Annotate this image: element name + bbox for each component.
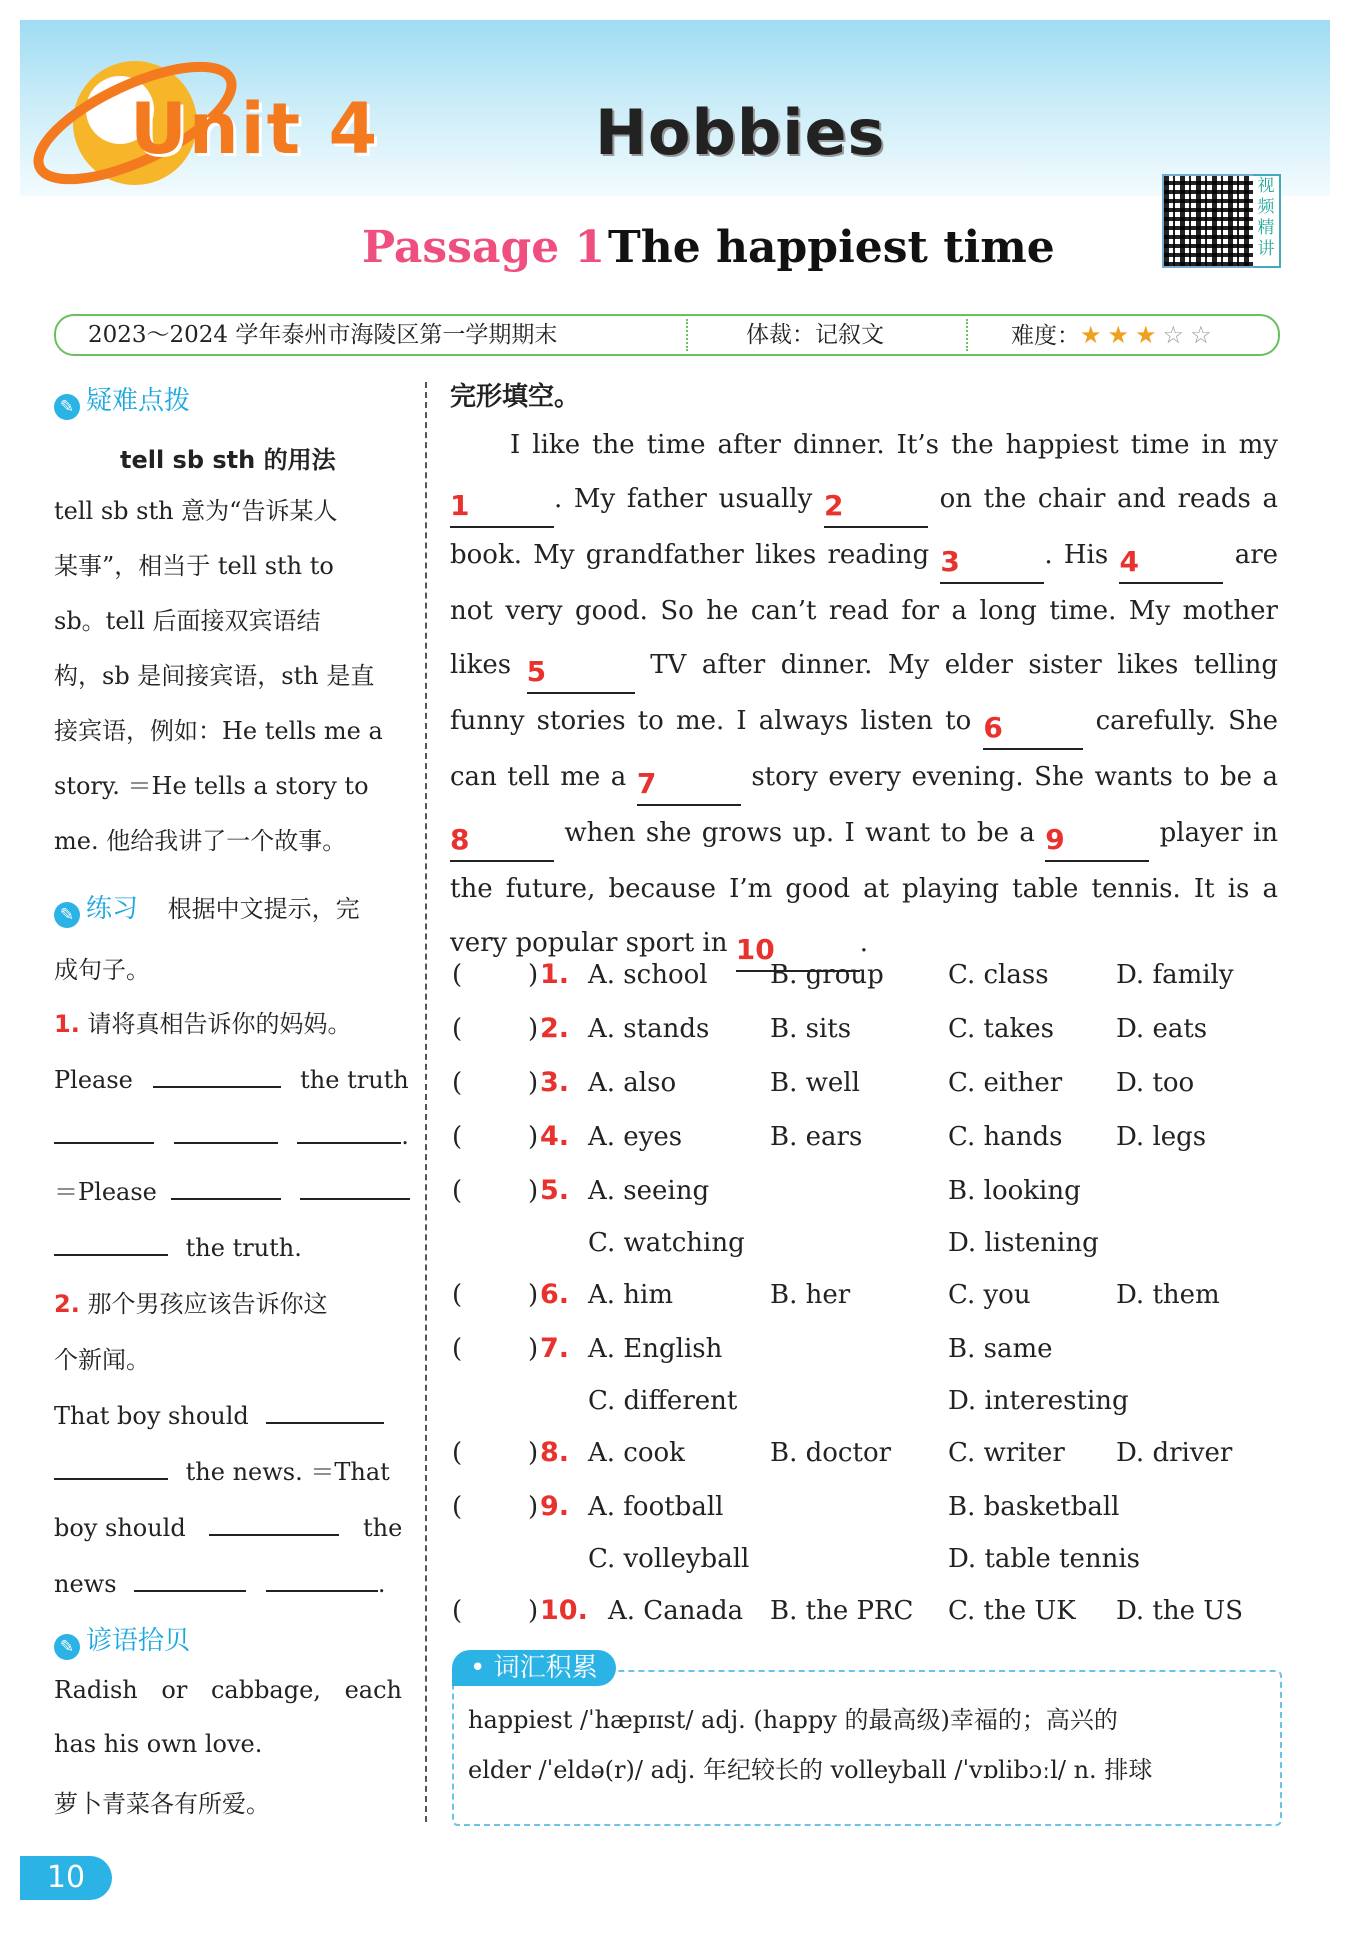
option-d[interactable]: D. eats [1116, 1014, 1208, 1044]
passage-label: Passage 1 [362, 222, 606, 273]
answer-bracket[interactable]: ( [452, 1438, 463, 1468]
cloze-blank-9[interactable]: 9 [1045, 824, 1149, 862]
q2-text: That boy should [54, 1402, 249, 1430]
q2-text: the [363, 1514, 403, 1542]
column-divider [425, 382, 427, 1822]
option-a[interactable]: A. eyes [588, 1122, 683, 1152]
practice-q2-line3 [54, 1508, 402, 1542]
q1-blank[interactable] [297, 1116, 401, 1144]
q2-text: news [54, 1570, 117, 1598]
q1-text: Please [54, 1066, 133, 1094]
tips-line: 接宾语，例如：He tells me a [54, 717, 383, 745]
option-b[interactable]: B. sits [770, 1014, 852, 1044]
cloze-blank-2[interactable]: 2 [824, 490, 928, 528]
practice-q1-line3 [54, 1172, 410, 1207]
option-a[interactable]: A. football [588, 1492, 724, 1522]
option-a[interactable]: A. him [588, 1280, 674, 1310]
q1-blank[interactable] [300, 1172, 410, 1200]
option-b[interactable]: B. the PRC [770, 1596, 914, 1626]
answer-bracket[interactable]: ( [452, 1068, 463, 1098]
unit-topic-title: Hobbies [595, 96, 886, 169]
info-divider [966, 319, 968, 351]
answer-bracket: ) [528, 1122, 539, 1152]
vocab-entry: elder /ˈeldə(r)/ adj. 年纪较长的 volleyball /ˈvɒlibɔːl/ n. 排球 [468, 1756, 1153, 1784]
question-row [452, 1112, 1272, 1162]
option-c[interactable]: C. watching [588, 1228, 745, 1258]
q2-blank[interactable] [266, 1396, 384, 1424]
question-number: 3. [540, 1067, 570, 1098]
tips-line: sb。tell 后面接双宾语结 [54, 607, 321, 635]
option-a[interactable]: A. Canada [608, 1596, 744, 1626]
answer-bracket[interactable]: ( [452, 1176, 463, 1206]
option-a[interactable]: A. stands [588, 1014, 710, 1044]
q2-blank[interactable] [134, 1564, 246, 1592]
difficulty-stars [1080, 323, 1218, 349]
cloze-heading: 完形填空。 [450, 382, 581, 412]
question-row [452, 1324, 1272, 1416]
tips-line: tell sb sth 意为“告诉某人 [54, 497, 338, 525]
passage-line: 8 when she grows up. I want to be a 9 player in [450, 806, 1278, 862]
question-number: 6. [540, 1279, 570, 1310]
option-d[interactable]: D. them [1116, 1280, 1220, 1310]
passage-line: the future, because I’m good at playing table tennis. It is a [450, 874, 1278, 904]
practice-heading [54, 888, 404, 928]
practice-q2-cn [54, 1284, 327, 1319]
practice-q1-line1 [54, 1060, 409, 1094]
option-d[interactable]: D. the US [1116, 1596, 1244, 1626]
tips-title: tell sb sth 的用法 [120, 446, 336, 474]
question-row [452, 1428, 1272, 1478]
filled-star-icon: ★ [1107, 321, 1130, 349]
answer-bracket: ) [528, 1068, 539, 1098]
option-a[interactable]: A. cook [588, 1438, 685, 1468]
answer-bracket[interactable]: ( [452, 1122, 463, 1152]
q1-text: the truth [300, 1066, 409, 1094]
pen-icon: ✎ [54, 902, 80, 928]
q1-text: the truth. [185, 1234, 302, 1262]
option-c[interactable]: C. you [948, 1280, 1031, 1310]
passage-line: likes 5 TV after dinner. My elder sister likes telling [450, 638, 1278, 694]
cloze-blank-7[interactable]: 7 [637, 768, 741, 806]
practice-q1-line2: . [54, 1116, 409, 1150]
option-c[interactable]: C. volleyball [588, 1544, 750, 1574]
practice-q1-line4 [54, 1228, 302, 1262]
question-number: 2. [540, 1013, 570, 1044]
passage-line: not very good. So he can’t read for a long time. My mother [450, 596, 1278, 626]
answer-bracket[interactable]: ( [452, 960, 463, 990]
passage-title: The happiest time [608, 222, 1055, 273]
option-c[interactable]: C. the UK [948, 1596, 1076, 1626]
q1-blank[interactable] [171, 1172, 281, 1200]
question-row [452, 1166, 1272, 1258]
practice-q2-line1 [54, 1396, 384, 1430]
answer-bracket: ) [528, 1280, 539, 1310]
tips-line: 某事”，相当于 tell sth to [54, 552, 334, 580]
passage-line: 1 . My father usually 2 on the chair and reads a [450, 472, 1278, 528]
cloze-blank-8[interactable]: 8 [450, 824, 554, 862]
cloze-blank-3[interactable]: 3 [940, 546, 1044, 584]
question-number: 10. [540, 1595, 588, 1626]
answer-bracket: ) [528, 1438, 539, 1468]
q1-number: 1. [54, 1010, 80, 1038]
difficulty-label: 难度： [1011, 323, 1080, 349]
passage-body [450, 418, 1278, 972]
option-a[interactable]: A. also [588, 1068, 677, 1098]
difficulty [1011, 316, 1218, 354]
q2-text: boy should [54, 1514, 186, 1542]
practice-q2-cn-cont: 个新闻。 [54, 1346, 150, 1374]
option-c[interactable]: C. class [948, 960, 1049, 990]
info-bar [54, 314, 1280, 356]
practice-q2-line4: news . [54, 1564, 385, 1598]
option-a[interactable]: A. English [588, 1334, 723, 1364]
vocab-heading: • 词汇积累 [452, 1650, 616, 1686]
answer-bracket: ) [528, 1334, 539, 1364]
option-b[interactable]: B. same [948, 1334, 1053, 1364]
proverb-heading-text: 谚语拾贝 [86, 1626, 191, 1656]
cloze-blank-1[interactable]: 1 [450, 490, 554, 528]
answer-bracket: ) [528, 1596, 539, 1626]
proverb-english: Radish or cabbage, each [54, 1676, 402, 1704]
answer-bracket[interactable]: ( [452, 1014, 463, 1044]
option-c[interactable]: C. writer [948, 1438, 1065, 1468]
answer-bracket[interactable]: ( [452, 1492, 463, 1522]
question-row [452, 950, 1272, 1000]
practice-q1-cn [54, 1004, 351, 1039]
q1-text: ＝Please [54, 1178, 157, 1206]
unit-title: Unit 4 [130, 88, 380, 170]
practice-intro: 根据中文提示，完 [167, 895, 360, 923]
q1-chinese: 请将真相告诉你的妈妈。 [87, 1010, 352, 1038]
option-b[interactable]: B. doctor [770, 1438, 892, 1468]
q2-chinese: 那个男孩应该告诉你这 [87, 1290, 328, 1318]
option-c[interactable]: C. hands [948, 1122, 1063, 1152]
vocab-heading-text: 词汇积累 [493, 1653, 598, 1683]
cloze-blank-6[interactable]: 6 [983, 712, 1083, 750]
option-c[interactable]: C. takes [948, 1014, 1054, 1044]
genre: 体裁：记叙文 [746, 322, 884, 348]
q2-text: the news. ＝That [185, 1458, 390, 1486]
option-c[interactable]: C. different [588, 1386, 738, 1416]
q2-blank[interactable] [266, 1564, 378, 1592]
option-d[interactable]: D. legs [1116, 1122, 1207, 1152]
answer-bracket: ) [528, 1176, 539, 1206]
question-row [452, 1482, 1272, 1574]
practice-q2-line2 [54, 1452, 390, 1487]
practice-heading-text: 练习 [86, 894, 139, 924]
option-d[interactable]: D. family [1116, 960, 1234, 990]
question-number: 7. [540, 1333, 570, 1364]
tips-heading [54, 380, 190, 420]
passage-line: very popular sport in 10 . [450, 916, 1278, 972]
page-number: 10 [20, 1856, 112, 1900]
filled-star-icon: ★ [1080, 321, 1102, 349]
question-number: 1. [540, 959, 570, 990]
answer-bracket[interactable]: ( [452, 1334, 463, 1364]
passage-line: can tell me a 7 story every evening. She wants to be a [450, 750, 1278, 806]
question-number: 8. [540, 1437, 570, 1468]
option-b[interactable]: B. ears [770, 1122, 863, 1152]
cloze-blank-10[interactable]: 10 [736, 934, 860, 972]
question-row [452, 1270, 1272, 1320]
filled-star-icon: ★ [1135, 321, 1157, 349]
proverb-heading [54, 1620, 190, 1660]
q2-blank[interactable] [209, 1508, 339, 1536]
option-a[interactable]: A. school [588, 960, 708, 990]
option-c[interactable]: C. either [948, 1068, 1063, 1098]
q1-blank[interactable] [54, 1116, 154, 1144]
option-d[interactable]: D. interesting [948, 1386, 1129, 1416]
option-b[interactable]: B. group [770, 960, 884, 990]
question-number: 4. [540, 1121, 570, 1152]
question-number: 5. [540, 1175, 570, 1206]
tips-body [54, 484, 400, 869]
option-d[interactable]: D. too [1116, 1068, 1195, 1098]
q2-blank[interactable] [54, 1452, 168, 1480]
q2-number: 2. [54, 1290, 80, 1318]
qr-label: 视频精讲 [1253, 174, 1281, 268]
q1-blank[interactable] [153, 1060, 281, 1088]
option-d[interactable]: D. table tennis [948, 1544, 1140, 1574]
vocab-entry: happiest /ˈhæpɪɪst/ adj. (happy 的最高级)幸福的；高兴的 [468, 1706, 1118, 1734]
practice-intro-cont: 成句子。 [54, 956, 150, 984]
answer-bracket: ) [528, 1492, 539, 1522]
passage-line: I like the time after dinner. It’s the happiest time in my [510, 430, 1278, 460]
tips-line: story. ＝He tells a story to [54, 772, 369, 800]
q1-blank[interactable] [54, 1228, 168, 1256]
answer-bracket: ) [528, 1014, 539, 1044]
empty-star-icon: ☆ [1162, 321, 1185, 349]
option-b[interactable]: B. well [770, 1068, 860, 1098]
passage-line: book. My grandfather likes reading 3 . His 4 are [450, 528, 1278, 584]
answer-bracket[interactable]: ( [452, 1280, 463, 1310]
option-b[interactable]: B. her [770, 1280, 851, 1310]
vocab-box [452, 1670, 1282, 1826]
q1-blank[interactable] [174, 1116, 278, 1144]
pen-icon: ✎ [54, 394, 80, 420]
option-d[interactable]: D. listening [948, 1228, 1099, 1258]
proverb-english-cont: has his own love. [54, 1730, 263, 1758]
option-b[interactable]: B. looking [948, 1176, 1081, 1206]
proverb-chinese: 萝卜青菜各有所爱。 [54, 1790, 270, 1818]
tips-line: 构，sb 是间接宾语，sth 是直 [54, 662, 375, 690]
option-b[interactable]: B. basketball [948, 1492, 1120, 1522]
question-row [452, 1058, 1272, 1108]
info-divider [686, 319, 688, 351]
answer-bracket: ) [528, 960, 539, 990]
cloze-blank-5[interactable]: 5 [527, 656, 635, 694]
cloze-blank-4[interactable]: 4 [1119, 546, 1223, 584]
question-number: 9. [540, 1491, 570, 1522]
exam-source: 2023～2024 学年泰州市海陵区第一学期期末 [88, 322, 558, 348]
tips-line: me. 他给我讲了一个故事。 [54, 827, 347, 855]
answer-bracket[interactable]: ( [452, 1596, 463, 1626]
question-row [452, 1586, 1272, 1636]
question-row [452, 1004, 1272, 1054]
tips-heading-text: 疑难点拨 [86, 386, 191, 416]
passage-line: funny stories to me. I always listen to 6 carefully. She [450, 694, 1278, 750]
qr-code-icon[interactable] [1162, 174, 1256, 268]
option-a[interactable]: A. seeing [588, 1176, 710, 1206]
option-d[interactable]: D. driver [1116, 1438, 1233, 1468]
empty-star-icon: ☆ [1190, 321, 1212, 349]
pen-icon: ✎ [54, 1634, 80, 1660]
